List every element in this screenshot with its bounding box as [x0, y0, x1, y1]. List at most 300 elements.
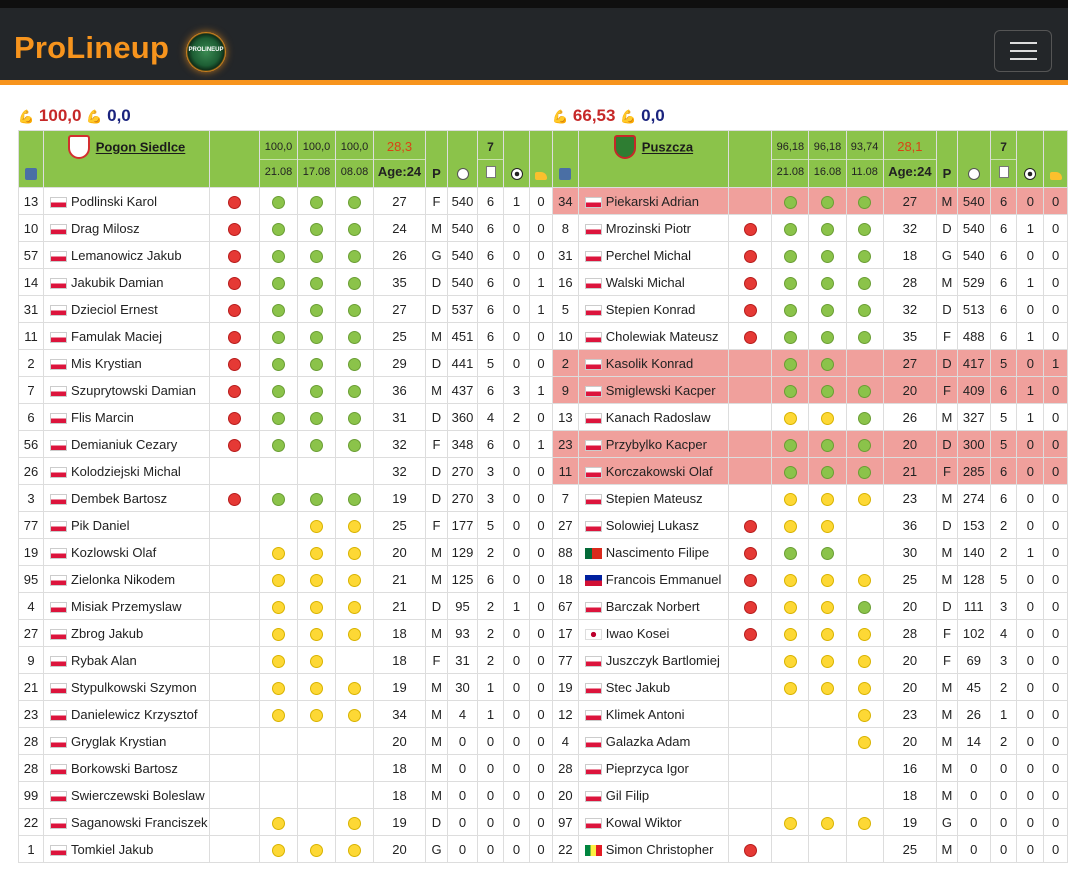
- flag-icon: [50, 413, 67, 424]
- player-name: Demianiuk Cezary: [71, 436, 178, 452]
- player-row[interactable]: [553, 485, 1068, 512]
- player-row[interactable]: [553, 674, 1068, 701]
- player-name-cell[interactable]: [44, 755, 210, 782]
- player-position: F: [937, 323, 958, 350]
- player-row[interactable]: [553, 377, 1068, 404]
- player-position: D: [937, 593, 958, 620]
- green-circle-icon: [348, 304, 361, 317]
- player-name: Solowiej Lukasz: [605, 517, 699, 533]
- player-name-cell[interactable]: [578, 377, 728, 404]
- player-position: D: [426, 350, 448, 377]
- team-name-link[interactable]: Puszcza: [641, 139, 694, 155]
- player-number: 97: [553, 809, 579, 836]
- player-age: 20: [374, 539, 426, 566]
- player-name-cell[interactable]: [578, 485, 728, 512]
- player-name-cell[interactable]: [578, 242, 728, 269]
- player-name: Juszczyk Bartlomiej: [605, 652, 720, 668]
- player-name-cell[interactable]: [44, 620, 210, 647]
- flag-icon: [50, 305, 67, 316]
- player-name-cell[interactable]: [44, 809, 210, 836]
- match-status: [846, 350, 883, 377]
- match-status: [772, 782, 809, 809]
- player-goals: 0: [504, 755, 530, 782]
- player-row[interactable]: [553, 701, 1068, 728]
- player-age: 20: [883, 377, 937, 404]
- team-header: [44, 131, 210, 188]
- injury-status: [729, 242, 772, 269]
- match-status: [336, 593, 374, 620]
- away-strength-primary: 66,53: [572, 106, 616, 125]
- player-row[interactable]: [19, 674, 553, 701]
- player-name-cell[interactable]: [578, 620, 728, 647]
- green-circle-icon: [348, 385, 361, 398]
- green-circle-icon: [348, 277, 361, 290]
- player-minutes: 540: [448, 242, 478, 269]
- player-minutes: 102: [957, 620, 990, 647]
- player-name-cell[interactable]: [44, 593, 210, 620]
- player-name-cell[interactable]: [44, 269, 210, 296]
- player-minutes: 14: [957, 728, 990, 755]
- player-age: 18: [374, 647, 426, 674]
- away-strength-secondary: 0,0: [641, 106, 665, 125]
- player-minutes: 140: [957, 539, 990, 566]
- flag-icon: [50, 467, 67, 478]
- top-edge: [0, 0, 1068, 8]
- green-circle-icon: [310, 304, 323, 317]
- player-name-cell[interactable]: [44, 485, 210, 512]
- red-circle-icon: [228, 277, 241, 290]
- player-row[interactable]: [19, 809, 553, 836]
- match-status: [846, 701, 883, 728]
- player-row[interactable]: [19, 404, 553, 431]
- player-name-cell[interactable]: [44, 458, 210, 485]
- flag-icon: [585, 710, 602, 721]
- yellow-circle-icon: [784, 817, 797, 830]
- player-row[interactable]: [19, 701, 553, 728]
- average-value: 28,1: [884, 135, 937, 160]
- match-status: [336, 809, 374, 836]
- player-row[interactable]: [553, 620, 1068, 647]
- player-name: Tomkiel Jakub: [71, 841, 154, 857]
- player-row[interactable]: [553, 647, 1068, 674]
- player-row[interactable]: [19, 350, 553, 377]
- player-name-cell[interactable]: [44, 242, 210, 269]
- player-row[interactable]: [553, 323, 1068, 350]
- player-row[interactable]: [19, 377, 553, 404]
- injury-status: [729, 188, 772, 215]
- green-circle-icon: [784, 547, 797, 560]
- match-status: [846, 431, 883, 458]
- green-circle-icon: [272, 277, 285, 290]
- player-minutes: 0: [448, 836, 478, 863]
- player-minutes: 0: [957, 836, 990, 863]
- player-position: D: [426, 593, 448, 620]
- player-name-cell[interactable]: [578, 188, 728, 215]
- match-status: [260, 782, 298, 809]
- green-circle-icon: [310, 439, 323, 452]
- player-number: 23: [19, 701, 44, 728]
- player-name-cell[interactable]: [44, 836, 210, 863]
- match-status: [809, 593, 846, 620]
- player-starts: 2: [478, 593, 504, 620]
- player-name: Galazka Adam: [605, 733, 691, 749]
- player-row[interactable]: [553, 215, 1068, 242]
- flag-icon: [50, 548, 67, 559]
- header-spacer: [729, 131, 772, 188]
- player-position: M: [426, 728, 448, 755]
- player-row[interactable]: [19, 647, 553, 674]
- player-name-cell[interactable]: [578, 404, 728, 431]
- player-name-cell[interactable]: [44, 566, 210, 593]
- yellow-circle-icon: [821, 817, 834, 830]
- player-position: F: [426, 188, 448, 215]
- yellow-circle-icon: [821, 601, 834, 614]
- player-name-cell[interactable]: [44, 296, 210, 323]
- player-row[interactable]: [553, 458, 1068, 485]
- player-name-cell[interactable]: [578, 782, 728, 809]
- match-status: [846, 323, 883, 350]
- player-age: 28: [883, 620, 937, 647]
- player-name-cell[interactable]: [44, 647, 210, 674]
- hamburger-icon: [1010, 42, 1037, 44]
- player-name-cell[interactable]: [578, 296, 728, 323]
- green-circle-icon: [348, 223, 361, 236]
- green-circle-icon: [821, 223, 834, 236]
- flag-icon: [50, 575, 67, 586]
- player-position: D: [426, 809, 448, 836]
- match-status: [260, 296, 298, 323]
- match-status: [298, 620, 336, 647]
- player-row[interactable]: [553, 593, 1068, 620]
- match-status: [772, 755, 809, 782]
- player-name-cell[interactable]: [578, 539, 728, 566]
- player-name: Kasolik Konrad: [605, 355, 694, 371]
- player-name-cell[interactable]: [578, 593, 728, 620]
- red-circle-icon: [228, 385, 241, 398]
- match-status: [336, 539, 374, 566]
- player-minutes: 0: [448, 782, 478, 809]
- red-circle-icon: [744, 331, 757, 344]
- player-name-cell[interactable]: [44, 539, 210, 566]
- injury-status: [729, 458, 772, 485]
- player-name-cell[interactable]: [578, 701, 728, 728]
- player-row[interactable]: [19, 620, 553, 647]
- player-name-cell[interactable]: [44, 377, 210, 404]
- appearances-count: 7: [478, 135, 503, 160]
- player-assists: 1: [530, 377, 553, 404]
- player-number: 2: [19, 350, 44, 377]
- player-row[interactable]: [553, 755, 1068, 782]
- player-minutes: 540: [957, 242, 990, 269]
- player-name-cell[interactable]: [578, 215, 728, 242]
- player-row[interactable]: [19, 188, 553, 215]
- player-number: 10: [553, 323, 579, 350]
- player-name: Misiak Przemyslaw: [71, 598, 182, 614]
- match-status: [298, 377, 336, 404]
- player-minutes: 300: [957, 431, 990, 458]
- flag-icon: [585, 224, 602, 235]
- player-name-cell[interactable]: [578, 755, 728, 782]
- flag-icon: [585, 764, 602, 775]
- match-header[interactable]: [809, 131, 846, 188]
- player-row[interactable]: [553, 296, 1068, 323]
- brand-logo-text[interactable]: ProLineup: [14, 30, 170, 65]
- player-position: M: [426, 566, 448, 593]
- player-age: 28: [883, 269, 937, 296]
- player-row[interactable]: [553, 836, 1068, 863]
- player-name-cell[interactable]: [578, 836, 728, 863]
- player-age: 20: [883, 431, 937, 458]
- green-circle-icon: [310, 277, 323, 290]
- injury-status: [210, 701, 260, 728]
- player-row[interactable]: [553, 431, 1068, 458]
- player-starts: 4: [990, 620, 1017, 647]
- player-number: 2: [553, 350, 579, 377]
- match-date: 17.08: [302, 165, 331, 178]
- player-number: 12: [553, 701, 579, 728]
- player-number: 88: [553, 539, 579, 566]
- green-circle-icon: [784, 385, 797, 398]
- match-status: [298, 836, 336, 863]
- player-position: M: [426, 674, 448, 701]
- player-goals: 0: [1017, 728, 1044, 755]
- player-age: 23: [883, 701, 937, 728]
- match-date: 16.08: [813, 165, 842, 178]
- player-name-cell[interactable]: [578, 350, 728, 377]
- match-date: 21.08: [776, 165, 805, 178]
- clock-icon: [448, 131, 478, 188]
- match-header[interactable]: [260, 131, 298, 188]
- match-status: [298, 215, 336, 242]
- match-status: [846, 620, 883, 647]
- player-goals: 0: [504, 836, 530, 863]
- player-name-cell[interactable]: [44, 188, 210, 215]
- player-name-cell[interactable]: [578, 647, 728, 674]
- player-name-cell[interactable]: [44, 350, 210, 377]
- match-header[interactable]: [336, 131, 374, 188]
- match-header[interactable]: [298, 131, 336, 188]
- player-minutes: 153: [957, 512, 990, 539]
- injury-status: [210, 674, 260, 701]
- player-row[interactable]: [19, 458, 553, 485]
- green-circle-icon: [784, 223, 797, 236]
- player-name-cell[interactable]: [578, 674, 728, 701]
- player-name-cell[interactable]: [44, 323, 210, 350]
- player-minutes: 125: [448, 566, 478, 593]
- match-header[interactable]: [846, 131, 883, 188]
- red-circle-icon: [744, 304, 757, 317]
- match-header[interactable]: [772, 131, 809, 188]
- injury-status: [210, 593, 260, 620]
- injury-status: [210, 809, 260, 836]
- match-status: [260, 566, 298, 593]
- player-position: M: [937, 782, 958, 809]
- player-row[interactable]: [553, 269, 1068, 296]
- player-name-cell[interactable]: [44, 215, 210, 242]
- player-age: 21: [374, 593, 426, 620]
- player-assists: 0: [1044, 701, 1068, 728]
- match-status: [260, 188, 298, 215]
- green-circle-icon: [858, 277, 871, 290]
- player-name-cell[interactable]: [44, 404, 210, 431]
- player-name-cell[interactable]: [578, 323, 728, 350]
- player-starts: 3: [478, 485, 504, 512]
- player-row[interactable]: [19, 836, 553, 863]
- player-row[interactable]: [19, 512, 553, 539]
- match-status: [846, 539, 883, 566]
- player-row[interactable]: [19, 215, 553, 242]
- green-circle-icon: [272, 493, 285, 506]
- player-row[interactable]: [553, 539, 1068, 566]
- player-row[interactable]: [19, 323, 553, 350]
- age-header: [883, 131, 937, 188]
- player-name-cell[interactable]: [44, 728, 210, 755]
- player-starts: 6: [478, 215, 504, 242]
- player-goals: 0: [1017, 485, 1044, 512]
- player-row[interactable]: [553, 188, 1068, 215]
- player-goals: 0: [1017, 512, 1044, 539]
- flag-icon: [585, 845, 602, 856]
- player-starts: 6: [990, 377, 1017, 404]
- player-number: 19: [553, 674, 579, 701]
- player-row[interactable]: [553, 782, 1068, 809]
- green-circle-icon: [858, 223, 871, 236]
- player-row[interactable]: [553, 566, 1068, 593]
- player-assists: 0: [1044, 782, 1068, 809]
- player-assists: 0: [530, 323, 553, 350]
- player-row[interactable]: [553, 728, 1068, 755]
- match-status: [260, 701, 298, 728]
- match-rating: 100,0: [336, 135, 373, 160]
- player-starts: 6: [478, 566, 504, 593]
- red-circle-icon: [228, 304, 241, 317]
- player-row[interactable]: [19, 242, 553, 269]
- green-circle-icon: [784, 277, 797, 290]
- player-row[interactable]: [553, 512, 1068, 539]
- match-rating: 93,74: [847, 135, 883, 160]
- player-minutes: 45: [957, 674, 990, 701]
- position-header: P: [426, 131, 448, 188]
- player-goals: 0: [1017, 809, 1044, 836]
- injury-status: [210, 728, 260, 755]
- match-status: [846, 404, 883, 431]
- hamburger-menu-button[interactable]: [994, 30, 1052, 72]
- player-name-cell[interactable]: [578, 728, 728, 755]
- player-goals: 0: [504, 296, 530, 323]
- player-row[interactable]: [19, 269, 553, 296]
- player-position: M: [937, 566, 958, 593]
- player-row[interactable]: [19, 296, 553, 323]
- player-name-cell[interactable]: [578, 809, 728, 836]
- player-assists: 0: [530, 593, 553, 620]
- match-status: [772, 539, 809, 566]
- flag-icon: [585, 683, 602, 694]
- injury-status: [729, 836, 772, 863]
- player-row[interactable]: [19, 755, 553, 782]
- player-assists: 1: [530, 269, 553, 296]
- yellow-circle-icon: [858, 709, 871, 722]
- player-row[interactable]: [553, 350, 1068, 377]
- player-name: Zielonka Nikodem: [71, 571, 176, 587]
- player-number: 13: [553, 404, 579, 431]
- player-number: 4: [19, 593, 44, 620]
- yellow-circle-icon: [348, 601, 361, 614]
- player-name-cell[interactable]: [578, 512, 728, 539]
- player-number: 77: [553, 647, 579, 674]
- player-name-cell[interactable]: [44, 674, 210, 701]
- injury-status: [729, 701, 772, 728]
- yellow-circle-icon: [821, 628, 834, 641]
- player-name-cell[interactable]: [578, 269, 728, 296]
- yellow-circle-icon: [858, 574, 871, 587]
- yellow-circle-icon: [272, 682, 285, 695]
- player-row[interactable]: [553, 809, 1068, 836]
- player-goals: 0: [1017, 458, 1044, 485]
- player-position: M: [426, 782, 448, 809]
- player-name: Simon Christopher: [605, 841, 714, 857]
- player-name-cell[interactable]: [44, 431, 210, 458]
- injury-status: [210, 323, 260, 350]
- player-starts: 6: [990, 215, 1017, 242]
- player-name-cell[interactable]: [578, 458, 728, 485]
- player-name-cell[interactable]: [44, 782, 210, 809]
- flag-icon: [50, 818, 67, 829]
- green-circle-icon: [784, 304, 797, 317]
- brand-logo-badge[interactable]: [186, 32, 226, 72]
- player-assists: 0: [1044, 242, 1068, 269]
- player-name-cell[interactable]: [578, 431, 728, 458]
- player-row[interactable]: [19, 566, 553, 593]
- green-circle-icon: [784, 196, 797, 209]
- match-date: 21.08: [264, 165, 293, 178]
- player-number: 11: [19, 323, 44, 350]
- red-circle-icon: [744, 250, 757, 263]
- player-age: 21: [883, 458, 937, 485]
- player-row[interactable]: [19, 593, 553, 620]
- match-status: [298, 323, 336, 350]
- player-row[interactable]: [19, 431, 553, 458]
- player-minutes: 417: [957, 350, 990, 377]
- green-circle-icon: [310, 223, 323, 236]
- player-minutes: 270: [448, 458, 478, 485]
- match-status: [260, 755, 298, 782]
- player-row[interactable]: [19, 782, 553, 809]
- player-starts: 4: [478, 404, 504, 431]
- red-circle-icon: [744, 574, 757, 587]
- player-name-cell[interactable]: [44, 512, 210, 539]
- player-name-cell[interactable]: [44, 701, 210, 728]
- match-status: [336, 485, 374, 512]
- match-status: [298, 296, 336, 323]
- player-number: 31: [19, 296, 44, 323]
- player-row[interactable]: [553, 404, 1068, 431]
- green-circle-icon: [821, 331, 834, 344]
- team-name-link[interactable]: Pogon Siedlce: [95, 139, 186, 155]
- injury-status: [729, 755, 772, 782]
- match-status: [298, 728, 336, 755]
- player-row[interactable]: [19, 728, 553, 755]
- player-row[interactable]: [19, 485, 553, 512]
- player-assists: 0: [1044, 269, 1068, 296]
- clock-icon: [957, 131, 990, 188]
- player-row[interactable]: [19, 539, 553, 566]
- player-row[interactable]: [553, 242, 1068, 269]
- player-age: 26: [374, 242, 426, 269]
- player-name-cell[interactable]: [578, 566, 728, 593]
- player-age: 19: [883, 809, 937, 836]
- player-age: 36: [374, 377, 426, 404]
- player-starts: 6: [478, 242, 504, 269]
